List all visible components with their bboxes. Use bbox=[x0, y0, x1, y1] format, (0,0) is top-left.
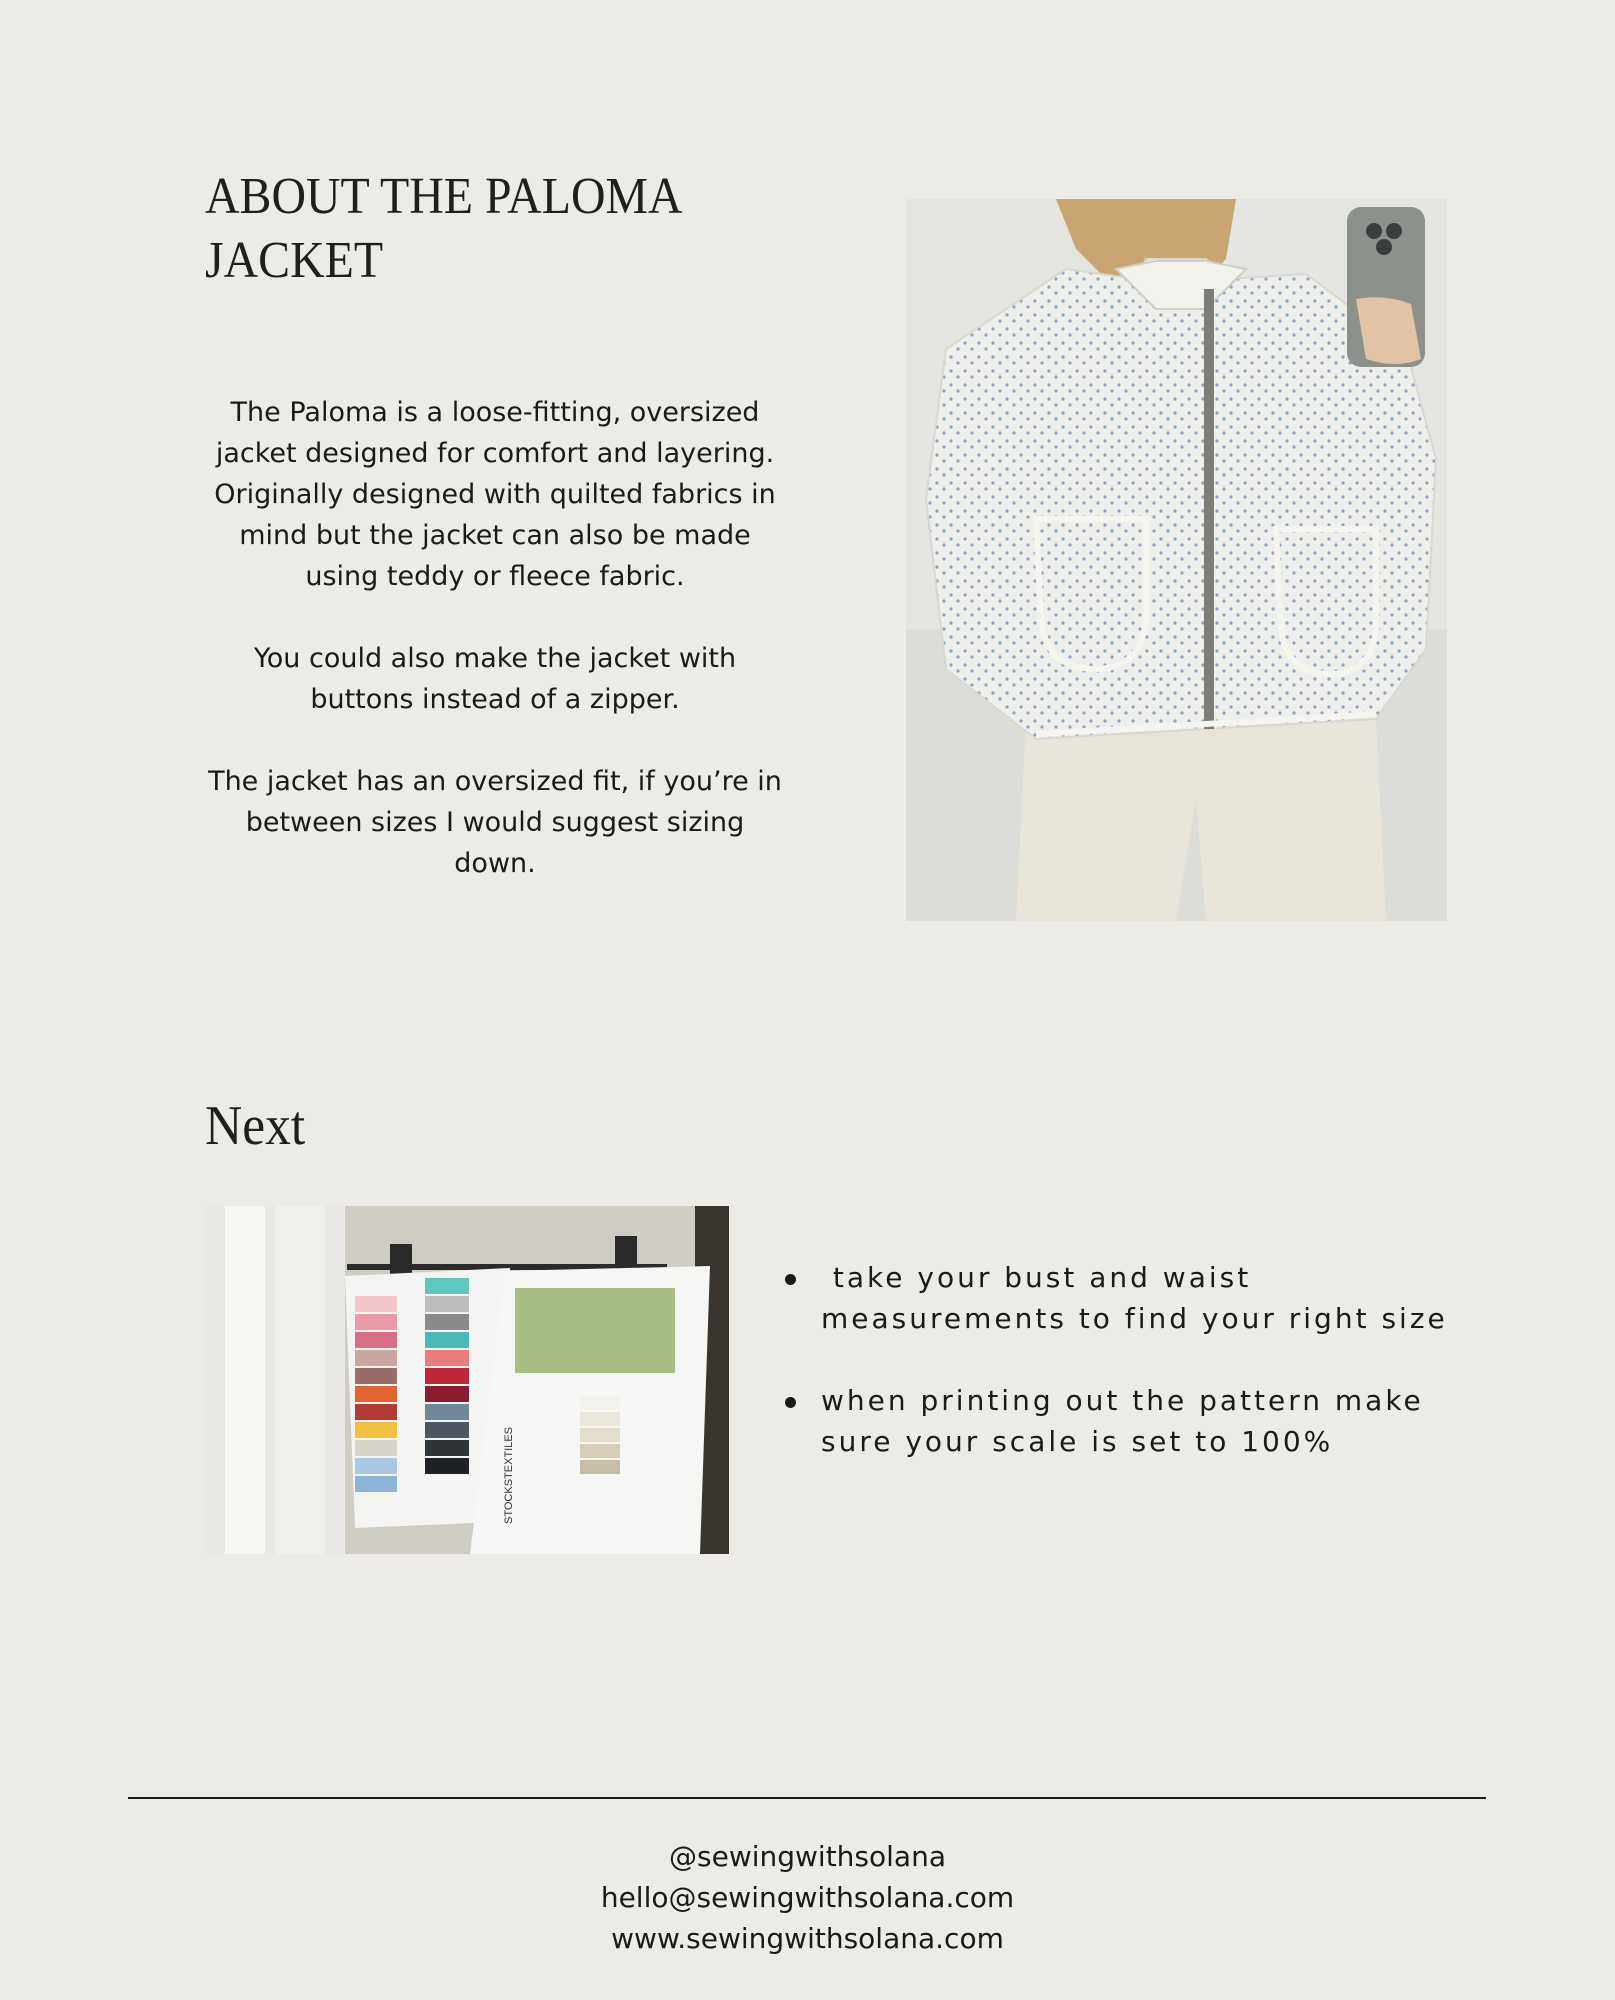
list-item-text: take your bust and waist measurements to find your right size bbox=[821, 1261, 1448, 1335]
next-section-title: Next bbox=[205, 1095, 306, 1157]
swatch-brand-label: STOCKSTEXTILES bbox=[503, 1427, 515, 1524]
jacket-illustration bbox=[906, 199, 1447, 921]
list-item bbox=[785, 1257, 1475, 1339]
intro-text bbox=[205, 392, 785, 925]
intro-paragraph: You could also make the jacket with buttons instead of a zipper. bbox=[253, 643, 737, 715]
list-item bbox=[785, 1380, 1475, 1462]
contact-info bbox=[0, 1836, 1615, 1959]
website-link[interactable]: www.sewingwithsolana.com bbox=[611, 1922, 1004, 1955]
swatch-illustration bbox=[205, 1206, 729, 1554]
fabric-swatch-photo bbox=[205, 1206, 729, 1554]
jacket-photo bbox=[906, 199, 1447, 921]
bullet-icon bbox=[785, 1397, 796, 1408]
page-title: ABOUT THE PALOMA JACKET bbox=[205, 168, 680, 289]
instagram-handle[interactable]: @sewingwithsolana bbox=[669, 1840, 946, 1873]
list-item-text: when printing out the pattern make sure your scale is set to 100% bbox=[821, 1384, 1424, 1458]
bullet-icon bbox=[785, 1274, 796, 1285]
email-link[interactable]: hello@sewingwithsolana.com bbox=[600, 1881, 1015, 1914]
intro-paragraph: The jacket has an oversized fit, if you’re in between sizes I would suggest sizing down. bbox=[208, 766, 782, 879]
footer-divider bbox=[128, 1797, 1486, 1799]
intro-paragraph: The Paloma is a loose-fitting, oversized jacket designed for comfort and layering. Originally designed with quilted fabrics in mind but the jacket can also be made using teddy or fleece fabric. bbox=[214, 397, 776, 592]
next-steps-list bbox=[785, 1257, 1475, 1503]
